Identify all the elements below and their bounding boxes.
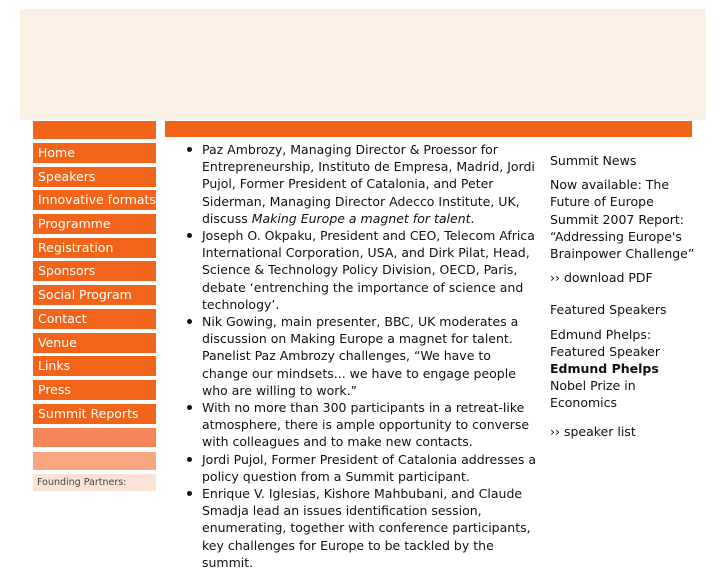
summit-news-text: Now available: The Future of Europe Summit 2007 Report: “Addressing Europe's Brainpower Challenge”	[550, 177, 695, 262]
list-item	[185, 485, 540, 571]
featured-speaker-name[interactable]: Edmund Phelps	[550, 361, 659, 377]
nav-item-speakers[interactable]: Speakers	[33, 167, 156, 187]
list-item-text: Enrique V. Iglesias, Kishore Mahbubani, and Claude Smadja lead an issues identification session, enumerating, together with conference participants, key challenges for Europe to be tackled by the summit.	[202, 486, 531, 570]
featured-speakers-heading: Featured Speakers	[550, 302, 667, 318]
bullet-icon	[187, 491, 192, 496]
list-item-text: With no more than 300 participants in a retreat-like atmosphere, there is ample opportunity to converse with colleagues and to make new contacts.	[202, 400, 530, 450]
list-item-text: Jordi Pujol, Former President of Catalonia addresses a policy question from a Summit participant.	[202, 451, 537, 484]
summit-news-heading: Summit News	[550, 153, 637, 168]
highlights-list	[185, 141, 540, 571]
list-item	[185, 141, 540, 227]
nav-item-registration[interactable]: Registration	[33, 238, 156, 258]
list-item	[185, 227, 540, 313]
founding-partners-label: Founding Partners:	[33, 474, 156, 491]
nav-spacer	[33, 452, 156, 470]
header-banner	[20, 9, 706, 120]
bullet-icon	[187, 233, 192, 238]
nav-item-social-program[interactable]: Social Program	[33, 285, 156, 305]
nav-item-home[interactable]: Home	[33, 143, 156, 163]
list-item	[185, 451, 540, 485]
nav-item-contact[interactable]: Contact	[33, 309, 156, 329]
main-navigation	[33, 143, 156, 427]
nav-item-venue[interactable]: Venue	[33, 333, 156, 353]
featured-speaker-label: Edmund Phelps: Featured Speaker	[550, 326, 660, 359]
featured-speaker-description: Nobel Prize in Economics	[550, 378, 636, 411]
content-top-bar	[165, 121, 692, 137]
list-item-text: Nik Gowing, main presenter, BBC, UK moderates a discussion on Making Europe a magnet for talent. Panelist Paz Ambrozy challenges, “We have to change our mindsets... we have to engage people who are willing to work.”	[202, 314, 519, 398]
bullet-icon	[187, 147, 192, 152]
list-item	[185, 313, 540, 399]
list-item-text: Joseph O. Okpaku, President and CEO, Telecom Africa International Corporation, USA, and Dirk Pilat, Head, Science & Technology Policy Division, OECD, Paris, debate ‘entrenching the importance of science and technology’.	[202, 228, 535, 312]
list-item-suffix: .	[470, 210, 475, 226]
speaker-list-link[interactable]: ›› speaker list	[550, 423, 636, 439]
nav-item-programme[interactable]: Programme	[33, 214, 156, 234]
nav-spacer	[33, 428, 156, 447]
download-pdf-link[interactable]: ›› download PDF	[550, 270, 653, 286]
nav-item-sponsors[interactable]: Sponsors	[33, 261, 156, 281]
nav-item-summit-reports[interactable]: Summit Reports	[33, 404, 156, 424]
nav-item-links[interactable]: Links	[33, 356, 156, 376]
nav-item-innovative-formats[interactable]: Innovative formats	[33, 190, 156, 210]
sidebar-top-bar	[33, 121, 156, 139]
list-item-emphasis: Making Europe a magnet for talent	[251, 210, 471, 226]
list-item-text: Paz Ambrozy, Managing Director & Proessor for Entrepreneurship, Instituto de Empresa, Madrid, Jordi Pujol, Former President of Catalonia, and Peter Siderman, Managing Director Adecco Institute, UK, discuss	[202, 142, 535, 226]
bullet-icon	[187, 457, 192, 462]
nav-item-press[interactable]: Press	[33, 380, 156, 400]
right-sidebar	[550, 152, 700, 440]
list-item	[185, 399, 540, 451]
bullet-icon	[187, 405, 192, 410]
bullet-icon	[187, 319, 192, 324]
